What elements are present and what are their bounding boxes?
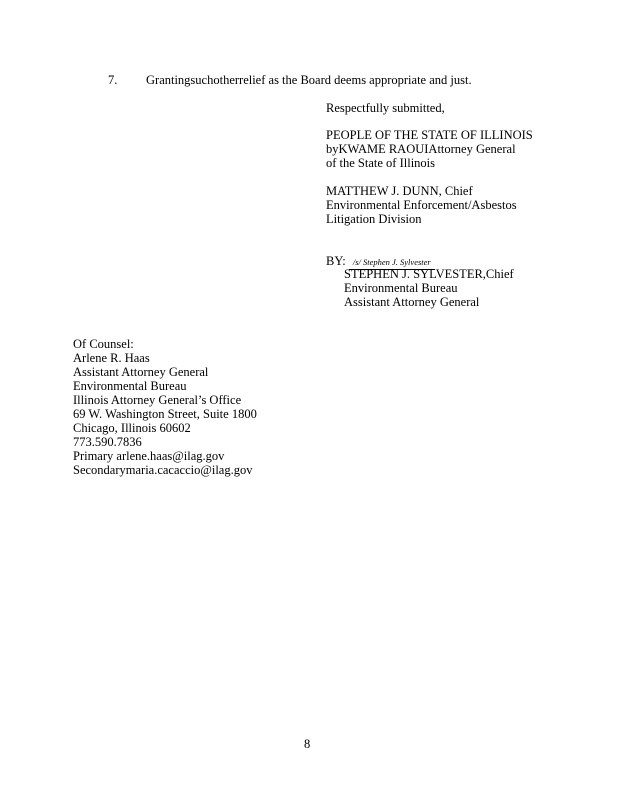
item-number: 7. [108, 73, 118, 87]
people-line: PEOPLE OF THE STATE OF ILLINOIS [326, 128, 533, 142]
dunn-block [326, 184, 517, 226]
signer-line: STEPHEN J. SYLVESTER,Chief [344, 267, 514, 281]
counsel-line: Assistant Attorney General [73, 365, 209, 379]
signer-block [344, 267, 514, 309]
counsel-phone: 773.590.7836 [73, 435, 142, 449]
people-line: byKWAME RAOUIAttorney General [326, 142, 516, 156]
counsel-line: Environmental Bureau [73, 379, 187, 393]
item-text: Grantingsuchotherrelief as the Board deems appropriate and just. [146, 73, 472, 87]
counsel-line: 69 W. Washington Street, Suite 1800 [73, 407, 257, 421]
counsel-line: Chicago, Illinois 60602 [73, 421, 191, 435]
counsel-block [73, 337, 257, 477]
signer-line: Assistant Attorney General [344, 295, 480, 309]
counsel-line: Arlene R. Haas [73, 351, 150, 365]
by-label: BY: [326, 254, 346, 268]
dunn-line: Litigation Division [326, 212, 422, 226]
people-line: of the State of Illinois [326, 156, 436, 170]
electronic-signature: /s/ Stephen J. Sylvester [352, 257, 431, 267]
counsel-heading: Of Counsel: [73, 337, 134, 351]
counsel-line: Illinois Attorney General’s Office [73, 393, 242, 407]
dunn-line: MATTHEW J. DUNN, Chief [326, 184, 473, 198]
page-number: 8 [304, 737, 311, 751]
dunn-line: Environmental Enforcement/Asbestos [326, 198, 517, 212]
respectfully-submitted: Respectfully submitted, [326, 101, 445, 115]
people-block [326, 128, 533, 170]
counsel-email-secondary: Secondarymaria.cacaccio@ilag.gov [73, 463, 253, 477]
counsel-email-primary: Primary arlene.haas@ilag.gov [73, 449, 225, 463]
signer-line: Environmental Bureau [344, 281, 458, 295]
